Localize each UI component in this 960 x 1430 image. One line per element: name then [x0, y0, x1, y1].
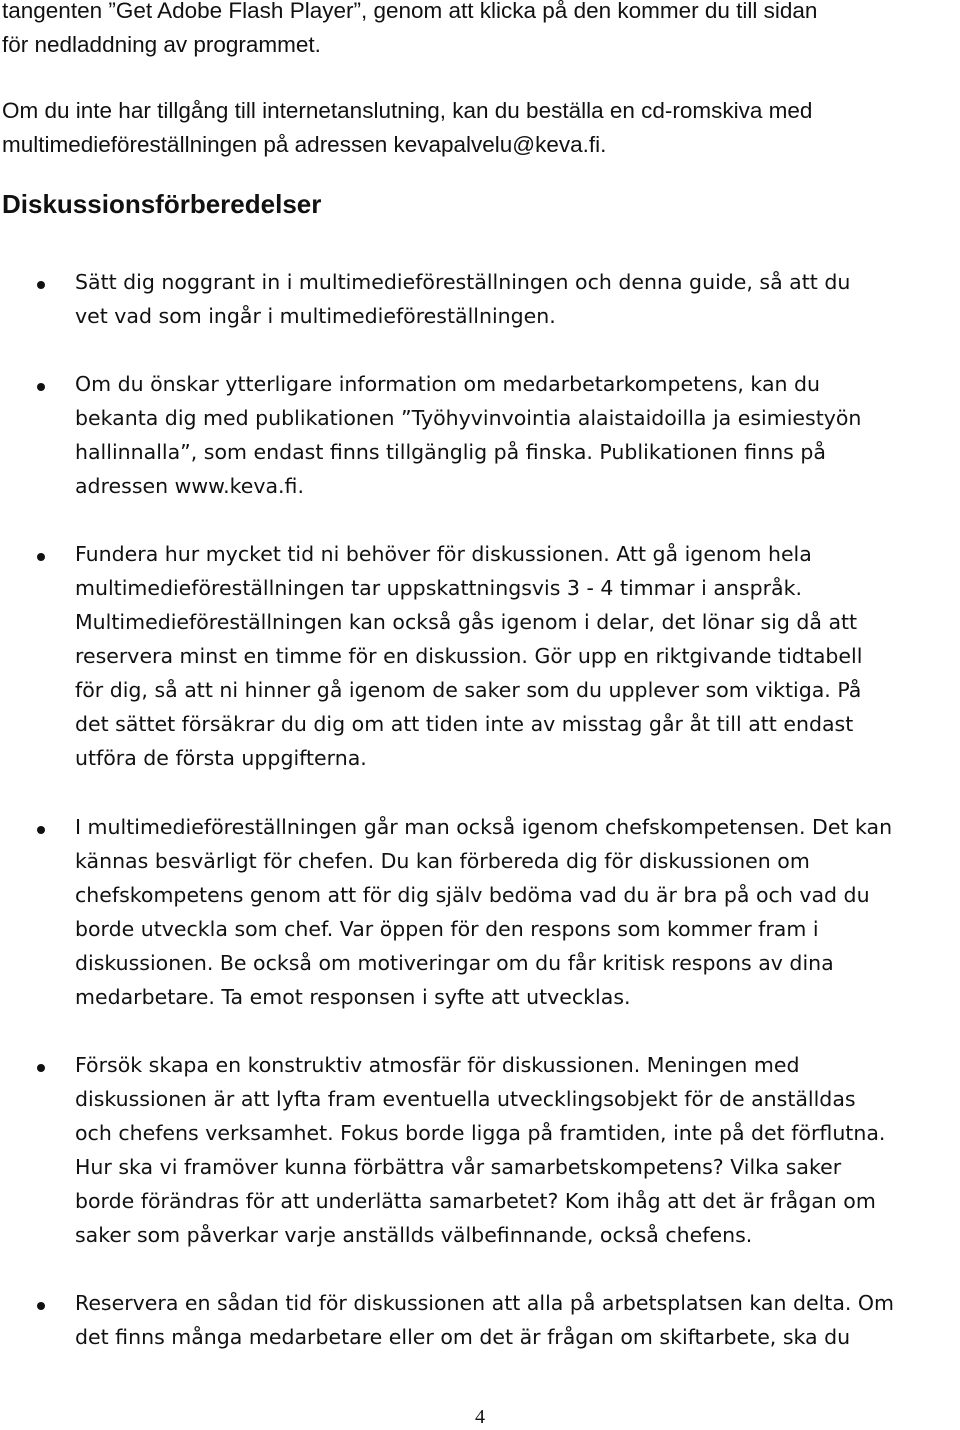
bullet-icon — [37, 826, 45, 834]
text-line: bekanta dig med publikationen ”Työhyvinvointia alaistaidoilla ja esimiestyön — [75, 406, 862, 430]
bullet-text — [75, 1286, 960, 1354]
text-line: det sättet försäkrar du dig om att tiden inte av misstag går åt till att endast — [75, 712, 854, 736]
text-line: Sätt dig noggrant in i multimedieföreställningen och denna guide, så att du — [75, 270, 851, 294]
text-line: saker som påverkar varje anställds välbefinnande, också chefens. — [75, 1223, 753, 1247]
text-line: multimedieföreställningen på adressen kevapalvelu@keva.fi. — [2, 132, 607, 157]
text-line: medarbetare. Ta emot responsen i syfte att utvecklas. — [75, 985, 631, 1009]
text-line: multimedieföreställningen tar uppskattningsvis 3 - 4 timmar i anspråk. — [75, 576, 802, 600]
text-line: vet vad som ingår i multimedieföreställningen. — [75, 304, 556, 328]
bullet-text — [75, 1048, 960, 1252]
text-line: reservera minst en timme för en diskussion. Gör upp en riktgivande tidtabell — [75, 644, 863, 668]
text-line: och chefens verksamhet. Fokus borde ligga på framtiden, inte på det förflutna. — [75, 1121, 886, 1145]
text-line: Reservera en sådan tid för diskussionen att alla på arbetsplatsen kan delta. Om — [75, 1291, 895, 1315]
text-line: utföra de första uppgifterna. — [75, 746, 367, 770]
text-line: adressen www.keva.fi. — [75, 474, 304, 498]
bullet-icon — [37, 1064, 45, 1072]
bullet-text — [75, 265, 960, 333]
bullet-text — [75, 537, 960, 775]
text-line: det finns många medarbetare eller om det är frågan om skiftarbete, ska du — [75, 1325, 851, 1349]
text-line: chefskompetens genom att för dig själv bedöma vad du är bra på och vad du — [75, 883, 870, 907]
bullet-icon — [37, 383, 45, 391]
intro-paragraph-2 — [2, 94, 952, 162]
text-line: Om du önskar ytterligare information om medarbetarkompetens, kan du — [75, 372, 821, 396]
text-line: hallinnalla”, som endast finns tillgänglig på finska. Publikationen finns på — [75, 440, 826, 464]
bullet-text — [75, 367, 960, 503]
intro-paragraph-1 — [2, 0, 952, 62]
text-line: borde utveckla som chef. Var öppen för den respons som kommer fram i — [75, 917, 819, 941]
bullet-icon — [37, 553, 45, 561]
page-number: 4 — [475, 1406, 485, 1428]
text-line: Om du inte har tillgång till internetanslutning, kan du beställa en cd-romskiva med — [2, 98, 813, 123]
text-line: kännas besvärligt för chefen. Du kan förbereda dig för diskussionen om — [75, 849, 810, 873]
bullet-icon — [37, 281, 45, 289]
text-line: Fundera hur mycket tid ni behöver för diskussionen. Att gå igenom hela — [75, 542, 812, 566]
text-line: för dig, så att ni hinner gå igenom de saker som du upplever som viktiga. På — [75, 678, 862, 702]
bullet-icon — [37, 1302, 45, 1310]
text-line: Multimedieföreställningen kan också gås igenom i delar, det lönar sig då att — [75, 610, 858, 634]
text-line: Hur ska vi framöver kunna förbättra vår samarbetskompetens? Vilka saker — [75, 1155, 842, 1179]
text-line: för nedladdning av programmet. — [2, 32, 321, 57]
text-line: diskussionen är att lyfta fram eventuella utvecklingsobjekt för de anställdas — [75, 1087, 856, 1111]
text-line: Försök skapa en konstruktiv atmosfär för diskussionen. Meningen med — [75, 1053, 800, 1077]
text-line: diskussionen. Be också om motiveringar om du får kritisk respons av dina — [75, 951, 834, 975]
text-line: borde förändras för att underlätta samarbetet? Kom ihåg att det är frågan om — [75, 1189, 876, 1213]
bullet-text — [75, 810, 960, 1014]
text-line: tangenten ”Get Adobe Flash Player”, genom att klicka på den kommer du till sidan — [2, 0, 818, 23]
section-heading: Diskussionsförberedelser — [2, 189, 322, 219]
text-line: I multimedieföreställningen går man också igenom chefskompetensen. Det kan — [75, 815, 893, 839]
